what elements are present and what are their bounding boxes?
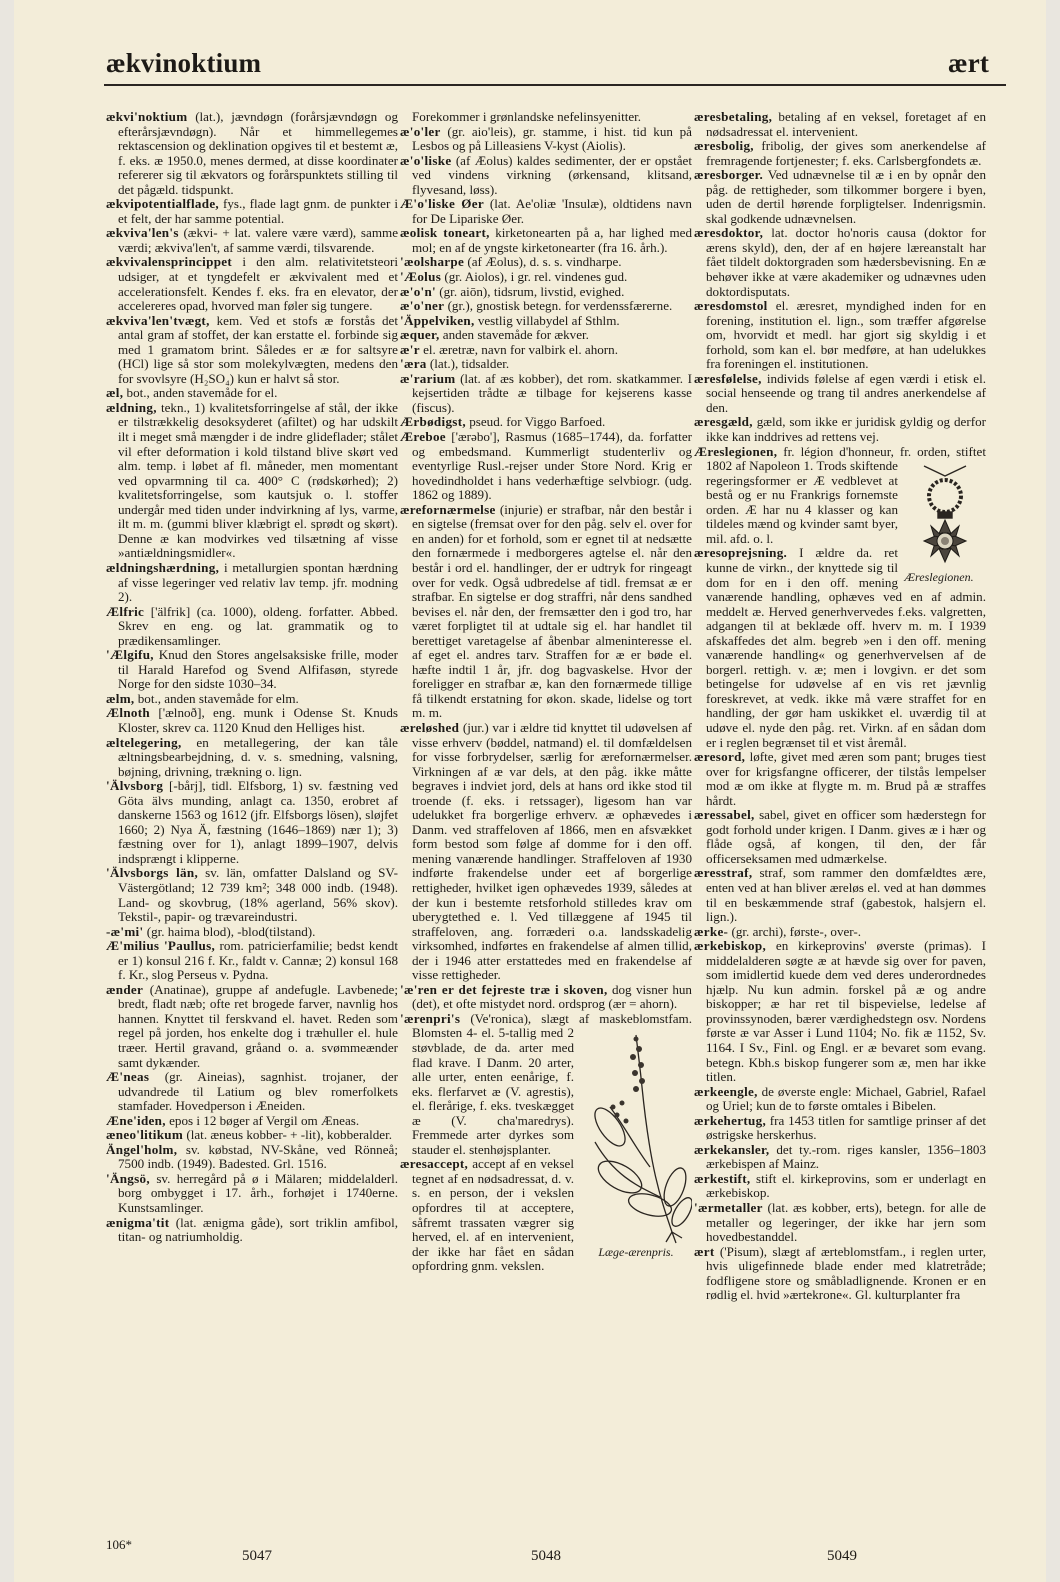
headword: Ælnoth bbox=[106, 705, 151, 721]
headword: 'Ælgifu, bbox=[106, 647, 154, 663]
headword: æolisk toneart, bbox=[400, 225, 490, 241]
headword: ældning, bbox=[106, 399, 157, 415]
definition-text: kirketonearten på a, har lighed med mol; en af de yngste kirketonearter (fra 16. årh.). bbox=[412, 225, 692, 255]
dictionary-entry bbox=[106, 866, 398, 924]
headword: Æ'o'liske Øer bbox=[400, 196, 484, 212]
headword: Æreslegionen, bbox=[694, 443, 778, 459]
definition-text: det ty.-rom. riges kansler, 1356–1803 ærkebispen af Mainz. bbox=[706, 1141, 986, 1172]
definition-text: fra 1453 titlen for samtlige prinser af det østrigske herskerhus. bbox=[706, 1112, 986, 1143]
definition-text: Ved udnævnelse til æ i en by opnår den påg. de rettigheder, som tilkommer borgere i byen, uden de dertil hørende forpligtelser. Indenrigsmin. skal godkende udnævnelsen. bbox=[706, 167, 986, 226]
entry-continuation bbox=[400, 110, 692, 125]
definition-text: accept af en veksel tegnet af en nødsadressat, d. v. s. en person, der i vekslen opfordres til at acceptere, såfremt trassaten vægrer sig herved, el. af en intervenient, der ikke har fået en sådan opfordring gnm. vekslen. bbox=[412, 1156, 574, 1274]
printer-signature: 106* bbox=[106, 1537, 132, 1552]
dictionary-entry bbox=[400, 197, 692, 226]
definition-text: (gr. Aiolos), i gr. rel. vindenes gud. bbox=[441, 269, 628, 285]
headword: 'Älvsborg bbox=[106, 778, 164, 794]
definition-text: (gr. haima blod), -blod(tilstand). bbox=[143, 923, 316, 939]
dictionary-entry bbox=[106, 925, 398, 940]
definition-text: dog visner hun (det), et ofte mistydet nord. ordsprog (ær = ahorn). bbox=[412, 981, 692, 1012]
headword: Ælfric bbox=[106, 603, 145, 619]
headword: æ'o'ler bbox=[400, 123, 441, 139]
figure-caption: Læge-ærenpris. bbox=[598, 1244, 674, 1259]
headword: Æ'milius 'Paullus, bbox=[106, 938, 216, 954]
definition-text: I ældre da. ret kunne de virkn., der knyttede sig til dom for en i den off. mening vanærende handling, ophæves ved en af admin. meddelt æ. Herved generhvervedes f.eks. valgretten, adgangen til at beklæde off. hverv m. m. I 1939 afskaffedes det alm. begreb »en i den off. mening vanærende handling« og generhvervelsen af de borgerl. rettigh. v. æ; men i lovgivn. er det som betingelse for udøvelse af en vis ret jævnlig foreskrevet, at vedk. ikke må være straffet for en handling, der gør ham uskikket el. uværdig til at udøve el. nyde den påg. ret. Virkn. af en sådan dom er i reglen begrænset til et vist åremål. bbox=[706, 545, 986, 750]
headword: ækviva'len'tvægt, bbox=[106, 312, 210, 328]
dictionary-entry bbox=[400, 226, 692, 255]
dictionary-entry bbox=[400, 343, 692, 358]
headword: Ängel'holm, bbox=[106, 1141, 178, 1157]
dictionary-entry bbox=[694, 1114, 986, 1143]
headword: 'Æolus bbox=[400, 269, 442, 285]
definition-text: (lat.), tidsalder. bbox=[426, 356, 510, 372]
definition-text: i den alm. relativitetsteori udsiger, at et tyngdefelt er ækvivalent med et accelerationsfelt. Kendes f. eks. fra en elevator, der accelereres opad, hvorved man føler sig tungere. bbox=[118, 254, 398, 314]
definition-text: (af Æolus) kaldes sedimenter, der er opstået ved vindens virkning (ørkensand, klitsand, flyvesand, løss). bbox=[412, 152, 692, 197]
definition-text: el. æresret, myndighed inden for en forening, institution el. lign., som træffer afgørelse om, hvorvidt et medl. har gjort sig skyldig i et forhold, som kan el. bør medføre, at han udelukkes fra foreningen el. institutionen. bbox=[706, 298, 986, 372]
definition-text: (gr. archi), første-, over-. bbox=[728, 923, 862, 939]
headword: æ'rarium bbox=[400, 370, 456, 386]
dictionary-entry bbox=[694, 939, 986, 1084]
dictionary-entry bbox=[106, 605, 398, 649]
definition-text: Forekommer i grønlandske nefelinsyenitter. bbox=[412, 109, 642, 124]
dictionary-entry bbox=[106, 736, 398, 780]
definition-text: sv. købstad, NV-Skåne, ved Rönneå; 7500 indb. (1949). Badested. Grl. 1516. bbox=[118, 1141, 398, 1172]
definition-text: el. æretræ, navn for valbirk el. ahorn. bbox=[419, 341, 618, 357]
dictionary-entry bbox=[106, 255, 398, 313]
headword: ækviva'len's bbox=[106, 225, 179, 241]
definition-text: bot., anden stavemåde for el. bbox=[123, 385, 278, 401]
definition-text: (injurie) er strafbar, når den består i en sigtelse (fremsat over for den påg. selv el. over for en anden) for et forhold, som er egnet til at nedsætte den fornærmede i medborgeres agtelse el. når den består i ord el. handlinger, der er udtryk for ringeagt over for vedk. Også udbredelse af tidl. fremsat æ er strafbar. En sigtelse er dog straffri, når dens sandhed bevises el. når den, der fremsætter den i god tro, har været forpligtet til at udtale sig el. har handlet til berettiget varetagelse af åbenbar almeninteresse el. af eget el. andres tarv. Straffen for æ er bøde el. hæfte indtil 1 år, jfr. dog bagvaskelse. Hvor der foreligger en strafbar æ, kan den fornærmede tillige få tilkendt erstatning for økon. skade, lidelse og tort m. m. bbox=[412, 501, 692, 721]
dictionary-entry bbox=[694, 299, 986, 372]
definition-text: tekn., 1) kvalitetsforringelse af stål, der ikke er tilstrækkelig desoksyderet (afiltet) og har udskilt ilt i meget små mængder i de indre glideflader; stålet vil efter deformation i kold tilstand blive skørt ved alm. temp. i løbet af fl. måneder, men momentant ved opvarmning til ca. 400° C (rødskørhed); 2) kvalitetsforringelse, som kautsjuk o. l. stoffer undergår med tiden under indvirkning af lys, varme, ilt m. m. (gummi bliver klæbrigt el. sprødt og skørt). Denne æ kan modvirkes ved tilsætning af visse »antiældningsmidler«. bbox=[118, 399, 398, 561]
headword: æ'r bbox=[400, 341, 420, 357]
dictionary-entry bbox=[694, 750, 986, 808]
definition-text: sabel, givet en officer som hæderstegn for godt forhold under krigen. I Danm. gives æ i hær og flåde også, af kongen, til den, der får officerseksamen med udmærkelse. bbox=[706, 807, 986, 866]
headword: ækvi'noktium bbox=[106, 109, 188, 124]
definition-text: anden stavemåde for ækver. bbox=[439, 327, 589, 343]
headword: æresdoktor, bbox=[694, 225, 764, 241]
dictionary-entry bbox=[400, 285, 692, 300]
page-number: 5049 bbox=[827, 1548, 857, 1564]
definition-text: (lat. Ae'oliæ 'Insulæ), oldtidens navn for De Lipariske Øer. bbox=[412, 196, 692, 226]
page-number: 5047 bbox=[242, 1548, 272, 1564]
dictionary-entry bbox=[106, 1172, 398, 1216]
dictionary-entry bbox=[694, 1201, 986, 1245]
dictionary-entry bbox=[694, 226, 986, 299]
dictionary-entry bbox=[694, 1143, 986, 1172]
definition-text: (gr. Aineias), sagnhist. trojaner, der udvandrede til Latium og blev romerfolkets stamfader. Hovedperson i Æneiden. bbox=[118, 1069, 398, 1114]
dictionary-entry bbox=[106, 706, 398, 735]
dictionary-entry bbox=[106, 401, 398, 561]
headword: æneo'litikum bbox=[106, 1127, 184, 1143]
headword: ældningshærdning, bbox=[106, 559, 220, 575]
dictionary-entry bbox=[400, 328, 692, 343]
definition-text: stift el. kirkeprovins, som er underlagt en ærkebiskop. bbox=[706, 1170, 986, 1201]
dictionary-entry bbox=[106, 939, 398, 983]
definition-text: sv. län, omfatter Dalsland og SV-Västergötland; 12 739 km²; 348 000 indb. (1948). Land- og skovbrug, (18% agerland, 56% skov). Tekstil-, papir- og trævareindustri. bbox=[118, 865, 398, 925]
headword: æresfølelse, bbox=[694, 370, 762, 386]
headword: 'æolsharpe bbox=[400, 254, 465, 270]
dictionary-entry bbox=[400, 415, 692, 430]
dictionary-entry bbox=[106, 1143, 398, 1172]
dictionary-entry bbox=[400, 430, 692, 503]
definition-text: (ækvi- + lat. valere være værd), samme værdi; ækviva'len't, af samme værdi, tilsvarende. bbox=[118, 225, 398, 255]
headword: Æreboe bbox=[400, 429, 446, 445]
headword: Ærbødigst, bbox=[400, 414, 466, 430]
headword: æresbetaling, bbox=[694, 109, 773, 124]
headword: Æne'iden, bbox=[106, 1112, 166, 1128]
headword: ækvivalensprincippet bbox=[106, 254, 233, 270]
headword: 'æra bbox=[400, 356, 427, 372]
definition-text: (jur.) var i ældre tid knyttet til udøvelsen af visse erhverv (bøddel, natmand) el. til domfældelsen for visse forbrydelser, særlig for ærefornærmelser. Virkningen af æ var dels, at den påg. ikke måtte begraves i indviet jord, dels at hans ord ikke stod til troende (f. eks. i retssager), ligesom han var udelukket fra borgerlige erhverv. æ ophævedes i Danm. ved straffeloven af 1866, men en afsvækket form bestod som følge af domme for i den off. mening vanærende handlinger. Straffeloven af 1930 indførte frakendelse under eet af borgerlige rettigheder, hvilket igen ophævedes 1939, således at der kun i bestemte retsforhold stilledes krav om uberygtethed e. l. Ved tillæggene af 1945 til straffeloven, ang. forræderi o.a. landsskadelig virksomhed, indførtes en frakendelse af almen tillid, der i 1946 atter erstattedes med en frakendelse af visse rettigheder. bbox=[412, 719, 692, 983]
definition-text: ['älfrik] (ca. 1000), oldeng. forfatter. Abbed. Skrev en eng. og lat. grammatik og to prædikensamlinger. bbox=[118, 603, 398, 648]
headword: ænder bbox=[106, 981, 144, 997]
definition-text: (Ve'ronica), slægt af maskeblomstfam. Blomsten 4- el. 5-tallig med 2 støvblade, de da. arter med flad krave. I Danm. 20 arter, alle urter, enten eenårige, f. eks. flerfarvet æ (V. agrestis), el. flerårige, f. eks. tveskægget æ (V. cha'maredrys). Fremmede arter dyrkes som stauder el. stenhøjsplanter. bbox=[412, 1010, 692, 1157]
headword: æresdomstol bbox=[694, 298, 768, 314]
headword: æ'o'n' bbox=[400, 283, 436, 299]
headword: ærkeengle, bbox=[694, 1083, 758, 1099]
dictionary-entry bbox=[106, 314, 398, 387]
dictionary-entry bbox=[106, 226, 398, 255]
dictionary-entry bbox=[106, 692, 398, 707]
dictionary-entry bbox=[106, 1114, 398, 1129]
dictionary-entry bbox=[694, 1085, 986, 1114]
definition-text: gæld, som ikke er juridisk gyldig og derfor ikke kan inddrives ad rettens vej. bbox=[706, 414, 986, 445]
dictionary-entry bbox=[400, 270, 692, 285]
running-head-right: ært bbox=[948, 48, 990, 78]
definition-text: i metallurgien spontan hærdning af visse legeringer ved relativ lav temp. jfr. modning 2). bbox=[118, 559, 398, 605]
definition-text: en kirkeprovins' øverste (primas). I middelalderen søgte æ at hævde sig over for paven, som imidlertid kuede dem ved deres underordnedes hjælp. Nu kun admin. forskel på æ og andre biskopper; æ har ret til bispevielse, ledelse af provinssynoden, bærer værdighedstegn osv. Nordens første æ var Asser i Lund 1104; No. fik æ 1152, Sv. 1164. I Sv., Finl. og Engl. er æ bevaret som evang. betegn. Kbh.s biskop fungerer som æ, men har ikke titlen. bbox=[706, 938, 986, 1085]
headword: æresborger. bbox=[694, 167, 764, 183]
headword: Æ'neas bbox=[106, 1069, 150, 1085]
dictionary-entry bbox=[694, 1172, 986, 1201]
dictionary-entry bbox=[400, 299, 692, 314]
headword: ærkehertug, bbox=[694, 1112, 767, 1128]
definition-text: (Anatinae), gruppe af andefugle. Lavbenede; bredt, fladt næb; ofte ret brogede farver, navnlig hos hannen. Knyttet til ferskvand el. havet. Reden som regel på jorden, hos enkelte dog i træhuller el. hule træer. Hertil gravand, gråand o. a. svømmeænder samt dykænder. bbox=[118, 981, 398, 1070]
running-head-left: ækvinoktium bbox=[106, 48, 262, 78]
dictionary-entry bbox=[400, 314, 692, 329]
veronica-plant-illustration bbox=[580, 1027, 692, 1245]
dictionary-entry bbox=[106, 1128, 398, 1143]
definition-text: løfte, givet med æren som pant; bruges tiest over for krigsfangne officerer, der tilstås lempelser mod æ om ikke at flygte m. m. Brud på æ straffes hårdt. bbox=[706, 749, 986, 808]
headword: æquer, bbox=[400, 327, 440, 343]
headword: ærkekansler, bbox=[694, 1141, 770, 1157]
headword: ært bbox=[694, 1243, 715, 1259]
headword: æresaccept, bbox=[400, 1156, 469, 1172]
definition-text: ['ælnoð], eng. munk i Odense St. Knuds Kloster, skrev ca. 1120 Knud den Helliges hist. bbox=[118, 705, 398, 735]
headword: -æ'mi' bbox=[106, 923, 144, 939]
dictionary-entry bbox=[694, 866, 986, 924]
dictionary-entry bbox=[400, 721, 692, 983]
definition-text: (lat. æs kobber, erts), betegn. for alle de metaller og legeringer, der ikke har jern som hovedbestanddel. bbox=[706, 1200, 986, 1245]
definition-text: en metallegering, der kan tåle æltningsbearbejdning, d. v. s. smedning, valsning, bøjning, drivning, trækning o. lign. bbox=[118, 734, 398, 779]
headword: ækvipotentialflade, bbox=[106, 196, 220, 212]
headword: æl, bbox=[106, 385, 124, 401]
dictionary-entry bbox=[106, 561, 398, 605]
headword: æresord, bbox=[694, 749, 746, 765]
headword: ærke- bbox=[694, 923, 729, 939]
headword: ænigma'tit bbox=[106, 1214, 170, 1230]
dictionary-entry bbox=[400, 125, 692, 154]
definition-text: (lat. æneus kobber- + -lit), kobberalder. bbox=[183, 1127, 393, 1143]
column-1 bbox=[106, 110, 398, 1245]
dictionary-entry bbox=[106, 779, 398, 866]
page-number: 5048 bbox=[531, 1548, 561, 1564]
definition-text: (gr. aio'leis), gr. stamme, i hist. tid kun på Lesbos og på Lilleasiens V-kyst (Aiolis). bbox=[412, 123, 692, 154]
definition-text: (gr.), gnostisk betegn. for verdenssfærerne. bbox=[444, 298, 673, 314]
definition-text: lat. doctor ho'noris causa (doktor for ærens skyld), den, der af en højere læreanstalt har fået tildelt doktorgraden som hædersbevisning. En æ behøver ikke at være akademiker og udnævnes uden doktordisputats. bbox=[706, 225, 986, 299]
dictionary-entry bbox=[106, 197, 398, 226]
dictionary-entry bbox=[694, 139, 986, 168]
figure-caption: Æreslegionen. bbox=[904, 569, 974, 584]
headword: 'ærenpri's bbox=[400, 1010, 461, 1026]
definition-text: kem. Ved et stofs æ forstås det antal gram af stoffet, der kan erstatte el. forbinde sig med 1 gramatom brint. Således er æ for saltsyre (HCl) lige så stor som molekylvægten, medens den for svovlsyre (H₂SO₄) kun er halvt så stor. bbox=[118, 312, 398, 386]
definition-text: Knud den Stores angelsaksiske frille, moder til Harald Harefod og Svend Alfifasøn, styrede Norge for den sidste 1030–34. bbox=[118, 647, 398, 692]
column-2 bbox=[400, 110, 692, 1274]
definition-text: pseud. for Viggo Barfoed. bbox=[465, 414, 606, 430]
dictionary-entry bbox=[694, 808, 986, 866]
entry-figure bbox=[904, 460, 986, 584]
column-3 bbox=[694, 110, 986, 1303]
dictionary-entry bbox=[106, 1070, 398, 1114]
definition-text: vestlig villabydel af Sthlm. bbox=[474, 312, 620, 328]
headword: æ'o'ner bbox=[400, 298, 445, 314]
dictionary-entry bbox=[106, 110, 398, 197]
definition-text: [-bårj], tidl. Elfsborg, 1) sv. fæstning ved Göta älvs munding, anlagt ca. 1350, erobret af danskerne 1563 og 1612 (jfr. Elfsborgs lösen), sløjfet 1660; 2) Nya Ä, fæstning (1646–1869) nær 1); 3) fæstning over for 1), anlagt 1899–1907, delvis indsprængt i klipperne. bbox=[118, 778, 398, 866]
dictionary-entry bbox=[106, 983, 398, 1070]
definition-text: fys., flade lagt gnm. de punkter i et felt, der har samme potential. bbox=[118, 196, 398, 226]
dictionary-entry bbox=[400, 154, 692, 198]
headword: 'Älvsborgs län, bbox=[106, 865, 199, 881]
headword: æressabel, bbox=[694, 807, 755, 823]
headword: 'Ängsö, bbox=[106, 1170, 150, 1186]
dictionary-entry bbox=[694, 372, 986, 416]
definition-text: bot., anden stavemåde for elm. bbox=[134, 690, 299, 706]
dictionary-entry bbox=[400, 357, 692, 372]
definition-text: (lat. ænigma gåde), sort triklin amfibol, titan- og natriumholdig. bbox=[118, 1214, 398, 1245]
dictionary-entry bbox=[400, 983, 692, 1012]
headword: 'ærmetaller bbox=[694, 1200, 763, 1216]
dictionary-entry bbox=[694, 110, 986, 139]
headword: ærefornærmelse bbox=[400, 501, 496, 517]
dictionary-entry bbox=[400, 503, 692, 721]
dictionary-entry bbox=[106, 648, 398, 692]
definition-text: sv. herregård på ø i Mälaren; middelalderl. borg ombygget i 17. årh., forhøjet i 1740erne. Kunstsamlinger. bbox=[118, 1170, 398, 1216]
headword: æresstraf, bbox=[694, 865, 753, 881]
headword: ærkestift, bbox=[694, 1170, 751, 1186]
legion-of-honour-medal-illustration bbox=[904, 460, 986, 570]
dictionary-entry bbox=[694, 415, 986, 444]
definition-text: individs følelse af egen værdi i etisk el. social henseende og trang til andres anerkendelse af den. bbox=[706, 370, 986, 415]
dictionary-entry bbox=[106, 1216, 398, 1245]
headword: æresbolig, bbox=[694, 138, 754, 154]
headword: æltelegering, bbox=[106, 734, 182, 750]
headword: 'æ'ren er det fejreste træ i skoven, bbox=[400, 981, 608, 997]
headword: æresgæld, bbox=[694, 414, 753, 430]
definition-text: (af Æolus), d. s. s. vindharpe. bbox=[464, 254, 622, 270]
headword: æreløshed bbox=[400, 719, 460, 735]
definition-text: (lat.), jævndøgn (forårsjævndøgn og efterårsjævndøgn). Når et himmellegemes rektascension og deklination opgives til et bestemt æ, f. eks. æ 1950.0, menes dermed, at disse koordinater refererer sig til ækvators og forårspunktets stilling til det pågæld. tidspunkt. bbox=[118, 109, 399, 197]
dictionary-entry bbox=[400, 255, 692, 270]
definition-text: betaling af en veksel, foretaget af en nødsadressat el. intervenient. bbox=[706, 109, 986, 139]
headword: ærkebiskop, bbox=[694, 938, 767, 954]
definition-text: straf, som rammer den domfældtes ære, enten ved at han bliver æreløs el. ved at han dømmes til en beskæmmende straf (gabestok, halsjern el. lign.). bbox=[706, 865, 986, 925]
definition-text: de øverste engle: Michael, Gabriel, Rafael og Uriel; kun de to første omtales i Bibelen. bbox=[706, 1083, 986, 1114]
definition-text: (gr. aiōn), tidsrum, livstid, evighed. bbox=[436, 283, 625, 299]
definition-text: fribolig, der gives som anerkendelse af fremragende fortjenester; f. eks. Carlsbergfondets æ. bbox=[706, 138, 986, 168]
definition-text: rom. patricierfamilie; bedst kendt er 1) konsul 216 f. Kr., faldt v. Cannæ; 2) konsul 168 f. Kr., slog Perseus v. Pydna. bbox=[118, 938, 398, 983]
headword: ælm, bbox=[106, 690, 135, 706]
definition-text: fr. légion d'honneur, fr. orden, stiftet 1802 af Napoleon 1. Trods skiftende regeringsformer er Æ vedblevet at bestå og er nu Frankrigs fornemste orden. Æ har nu 4 klasser og kan tildeles mænd og kvinder samt byer, mil. afd. o. l. bbox=[706, 443, 986, 546]
headword: æ'o'liske bbox=[400, 152, 452, 168]
entry-figure bbox=[580, 1027, 692, 1259]
definition-text: epos i 12 bøger af Vergil om Æneas. bbox=[165, 1112, 360, 1128]
dictionary-entry bbox=[400, 372, 692, 416]
dictionary-entry bbox=[694, 1245, 986, 1303]
header-rule bbox=[104, 84, 1006, 86]
definition-text: ['ærəbo'], Rasmus (1685–1744), da. forfatter og embedsmand. Kummerligt studenterliv og eventyrlige Rusl.-rejser under Store Nord. Krig er hovedindholdet i hans vederhæftige selvbiogr. (udg. 1862 og 1889). bbox=[412, 429, 692, 503]
headword: 'Äppelviken, bbox=[400, 312, 475, 328]
dictionary-page bbox=[14, 0, 1046, 1582]
definition-text: ('Pisum), slægt af ærteblomstfam., i reglen urter, hvis uligefinnede blade ender med klatretråde; fodfligene store og småbladlignende. Kronen er en rødlig el. hvid »ærtekrone«. Gl. kulturplanter fra bbox=[706, 1243, 986, 1303]
headword: æresoprejsning. bbox=[694, 545, 788, 561]
dictionary-entry bbox=[694, 168, 986, 226]
definition-text: (lat. af æs kobber), det rom. skatkammer. I kejsertiden trådte æ tilbage for kejserens kasse (fiscus). bbox=[412, 370, 692, 415]
dictionary-entry bbox=[694, 925, 986, 940]
dictionary-entry bbox=[106, 386, 398, 401]
